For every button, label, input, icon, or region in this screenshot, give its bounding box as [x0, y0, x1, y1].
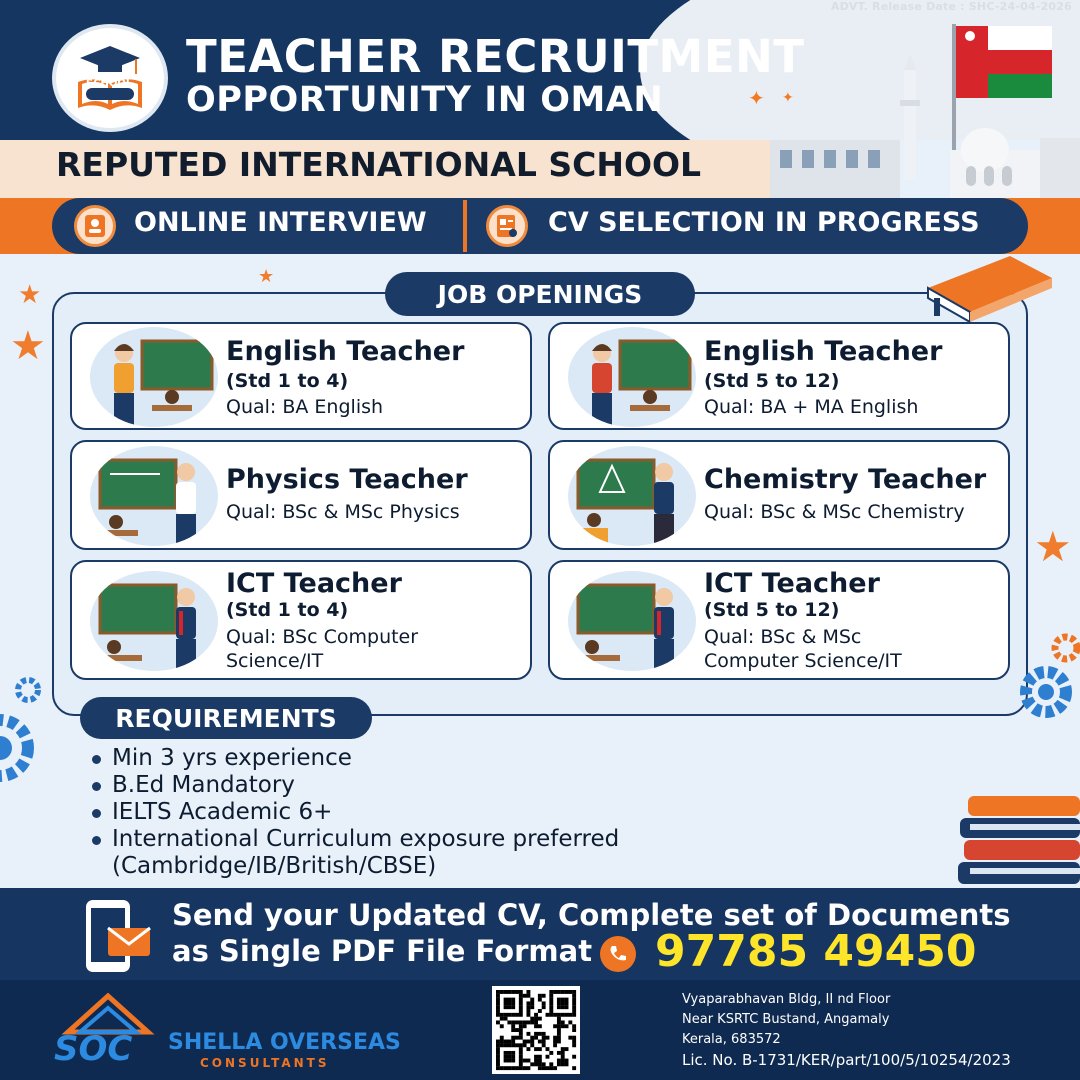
sparkle-icon: ✦	[782, 90, 794, 106]
job-card-english-5-12	[548, 322, 1010, 430]
requirement-item: International Curriculum exposure preferred	[88, 826, 619, 853]
cta-text-line2: as Single PDF File Format	[172, 934, 593, 968]
sparkle-icon: ✦	[748, 86, 765, 110]
job-qualification: Qual: BSc & MSc Physics	[226, 501, 460, 523]
job-qualification: Qual: BSc & MSc Chemistry	[704, 501, 965, 523]
main-title-line1: TEACHER RECRUITMENT	[186, 30, 805, 83]
job-openings-title: JOB OPENINGS	[385, 272, 695, 316]
job-qualification: Qual: BA English	[226, 396, 384, 418]
teacher-illustration	[568, 446, 696, 546]
star-icon: ★	[1034, 522, 1072, 571]
job-card-english-1-4	[70, 322, 532, 430]
teacher-illustration	[90, 446, 218, 546]
phone-call-icon	[600, 936, 636, 972]
requirement-item: Min 3 yrs experience	[88, 745, 619, 772]
job-grade: (Std 5 to 12)	[704, 370, 840, 392]
job-title: Chemistry Teacher	[704, 464, 987, 495]
online-interview-label: ONLINE INTERVIEW	[134, 207, 427, 238]
job-card-ict-1-4	[70, 560, 532, 680]
cta-text-line1: Send your Updated CV, Complete set of Documents	[172, 898, 1011, 932]
teacher-illustration	[568, 571, 696, 671]
job-qualification: Qual: BSc Computer	[226, 626, 419, 648]
oman-flag-icon	[956, 26, 1052, 98]
address-line: Vyaparabhavan Bldg, II nd Floor	[682, 992, 891, 1007]
company-address	[682, 990, 1011, 1070]
address-line: Near KSRTC Bustand, Angamaly	[682, 1012, 890, 1027]
job-title: English Teacher	[226, 336, 465, 367]
soc-logo-icon	[48, 992, 168, 1072]
job-card-chemistry	[548, 440, 1010, 550]
contact-phone-number[interactable]: 97785 49450	[655, 926, 977, 977]
star-icon: ★	[18, 280, 42, 310]
mobile-mail-icon	[80, 898, 152, 974]
star-icon: ★	[10, 323, 46, 369]
main-title-line2: OPPORTUNITY IN OMAN	[186, 80, 664, 120]
license-number: Lic. No. B-1731/KER/part/100/5/10254/2023	[682, 1051, 1011, 1069]
job-title: ICT Teacher	[704, 568, 880, 599]
soc-logo-letters: SOC	[54, 1029, 133, 1069]
job-card-physics	[70, 440, 532, 550]
school-logo-text: SCHOOL	[86, 78, 133, 89]
teacher-illustration	[90, 327, 218, 427]
gear-icon	[0, 676, 50, 786]
job-title: English Teacher	[704, 336, 943, 367]
star-icon: ★	[258, 266, 275, 287]
teacher-illustration	[568, 327, 696, 427]
job-title: ICT Teacher	[226, 568, 402, 599]
cv-selection-label: CV SELECTION IN PROGRESS	[548, 207, 980, 238]
interview-icon	[74, 205, 116, 247]
requirements-title: REQUIREMENTS	[80, 697, 372, 739]
advt-release-date: ADVT. Release Date : SHC-24-04-2026	[830, 0, 1072, 13]
company-name: SHELLA OVERSEAS	[168, 1030, 401, 1055]
company-subtitle: CONSULTANTS	[200, 1056, 330, 1070]
cv-icon	[486, 205, 528, 247]
job-grade: (Std 1 to 4)	[226, 370, 349, 392]
job-qualification: Qual: BSc & MSc	[704, 626, 862, 648]
job-title: Physics Teacher	[226, 464, 468, 495]
books-stack-icon	[950, 792, 1080, 888]
requirement-item: B.Ed Mandatory	[88, 772, 619, 799]
gear-icon	[1012, 630, 1080, 722]
job-card-ict-5-12	[548, 560, 1010, 680]
requirement-item: IELTS Academic 6+	[88, 799, 619, 826]
job-qualification: Qual: BA + MA English	[704, 396, 919, 418]
requirements-list	[88, 745, 619, 853]
pill-divider	[463, 200, 467, 252]
teacher-illustration	[90, 571, 218, 671]
job-grade: (Std 1 to 4)	[226, 599, 349, 621]
requirement-item-continuation: (Cambridge/IB/British/CBSE)	[112, 853, 437, 879]
job-qualification: Science/IT	[226, 650, 324, 672]
qr-code[interactable]	[492, 986, 580, 1074]
address-line: Kerala, 683572	[682, 1032, 781, 1047]
school-banner-text: REPUTED INTERNATIONAL SCHOOL	[56, 145, 702, 184]
book-icon	[920, 252, 1060, 324]
job-grade: (Std 5 to 12)	[704, 599, 840, 621]
job-qualification: Computer Science/IT	[704, 650, 902, 672]
